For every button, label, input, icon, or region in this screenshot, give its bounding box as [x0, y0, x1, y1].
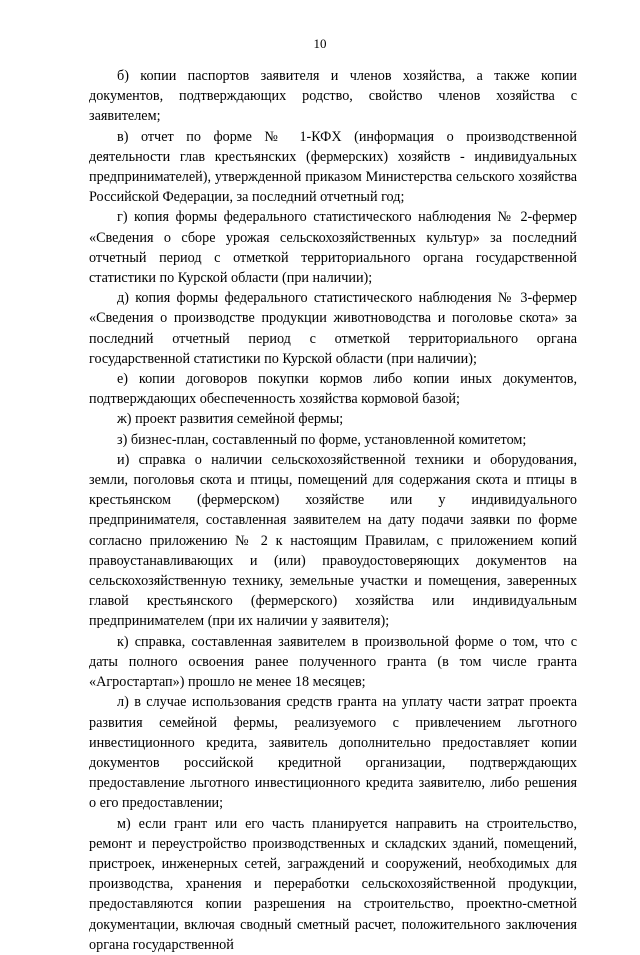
paragraph-l-credit-documents: л) в случае использования средств гранта на уплату части затрат проекта развития семейной фермы, реализуемого с привлечением льготного инвестиционного кредита, заявитель дополнительно предоставляет копии документов российской кредитной организации, подтверждающих предоставление льготного инвестиционного кредита заявителю, либо решения о его предоставлении; — [89, 694, 577, 812]
paragraph-z-business-plan: з) бизнес-план, составленный по форме, установленной комитетом; — [117, 431, 527, 448]
paragraph-m-construction-documents: м) если грант или его часть планируется направить на строительство, ремонт и переустройство производственных и складских зданий, помещений, пристроек, инженерных сетей, заграждений и сооружений, необходимых для производства, хранения и переработки сельскохозяйственной продукции, предоставляются копии разрешения на строительство, проектно-сметной документации, включая сводный сметный расчет, положительного заключения органа государственной — [89, 815, 577, 953]
paragraph-k-grant-certificate: к) справка, составленная заявителем в произвольной форме о том, что с даты полного освоения ранее полученного гранта (в том числе гранта «Агростартап») прошло не менее 18 месяцев; — [89, 633, 577, 691]
paragraph-g-harvest-form: г) копия формы федерального статистического наблюдения № 2-фермер «Сведения о сборе урожая сельскохозяйственных культур» за последний отчетный период с отметкой территориального органа государственной статистики по Курской области (при наличии); — [89, 209, 577, 287]
paragraph-d-livestock-form: д) копия формы федерального статистического наблюдения № 3-фермер «Сведения о производстве продукции животноводства и поголовье скота» за последний отчетный период с отметкой территориального органа государственной статистики по Курской области (при наличии); — [89, 290, 577, 367]
paragraph-b-passports: б) копии паспортов заявителя и членов хозяйства, а также копии документов, подтверждающих родство, свойство членов хозяйства с заявителем; — [89, 68, 577, 125]
paragraph-i-equipment-certificate: и) справка о наличии сельскохозяйственной техники и оборудования, земли, поголовья скота и птицы, помещений для содержания скота и птицы в крестьянском (фермерском) хозяйстве или у индивидуального предпринимателя, составленная заявителем на дату подачи заявки по форме согласно приложению № 2 к настоящим Правилам, с приложением копий правоустанавливающих и (или) правоудостоверяющих документов на сельскохозяйственную технику, земельные участки и помещения, заверенных главой крестьянского (фермерского) хозяйства или индивидуальным предпринимателем (при их наличии у заявителя); — [89, 451, 577, 630]
paragraph-zh-farm-project: ж) проект развития семейной фермы; — [117, 411, 344, 428]
paragraph-v-kfh-report: в) отчет по форме № 1-КФХ (информация о производственной деятельности глав крестьянских (фермерских) хозяйств - индивидуальных предпринимателей), утвержденной приказом Министерства сельского хозяйства Российской Федерации, за последний отчетный год; — [89, 128, 577, 206]
page-number: 10 — [313, 36, 327, 51]
paragraph-e-feed-contracts: е) копии договоров покупки кормов либо копии иных документов, подтверждающих обеспеченность хозяйства кормовой базой; — [89, 371, 577, 408]
document-body — [89, 66, 577, 955]
